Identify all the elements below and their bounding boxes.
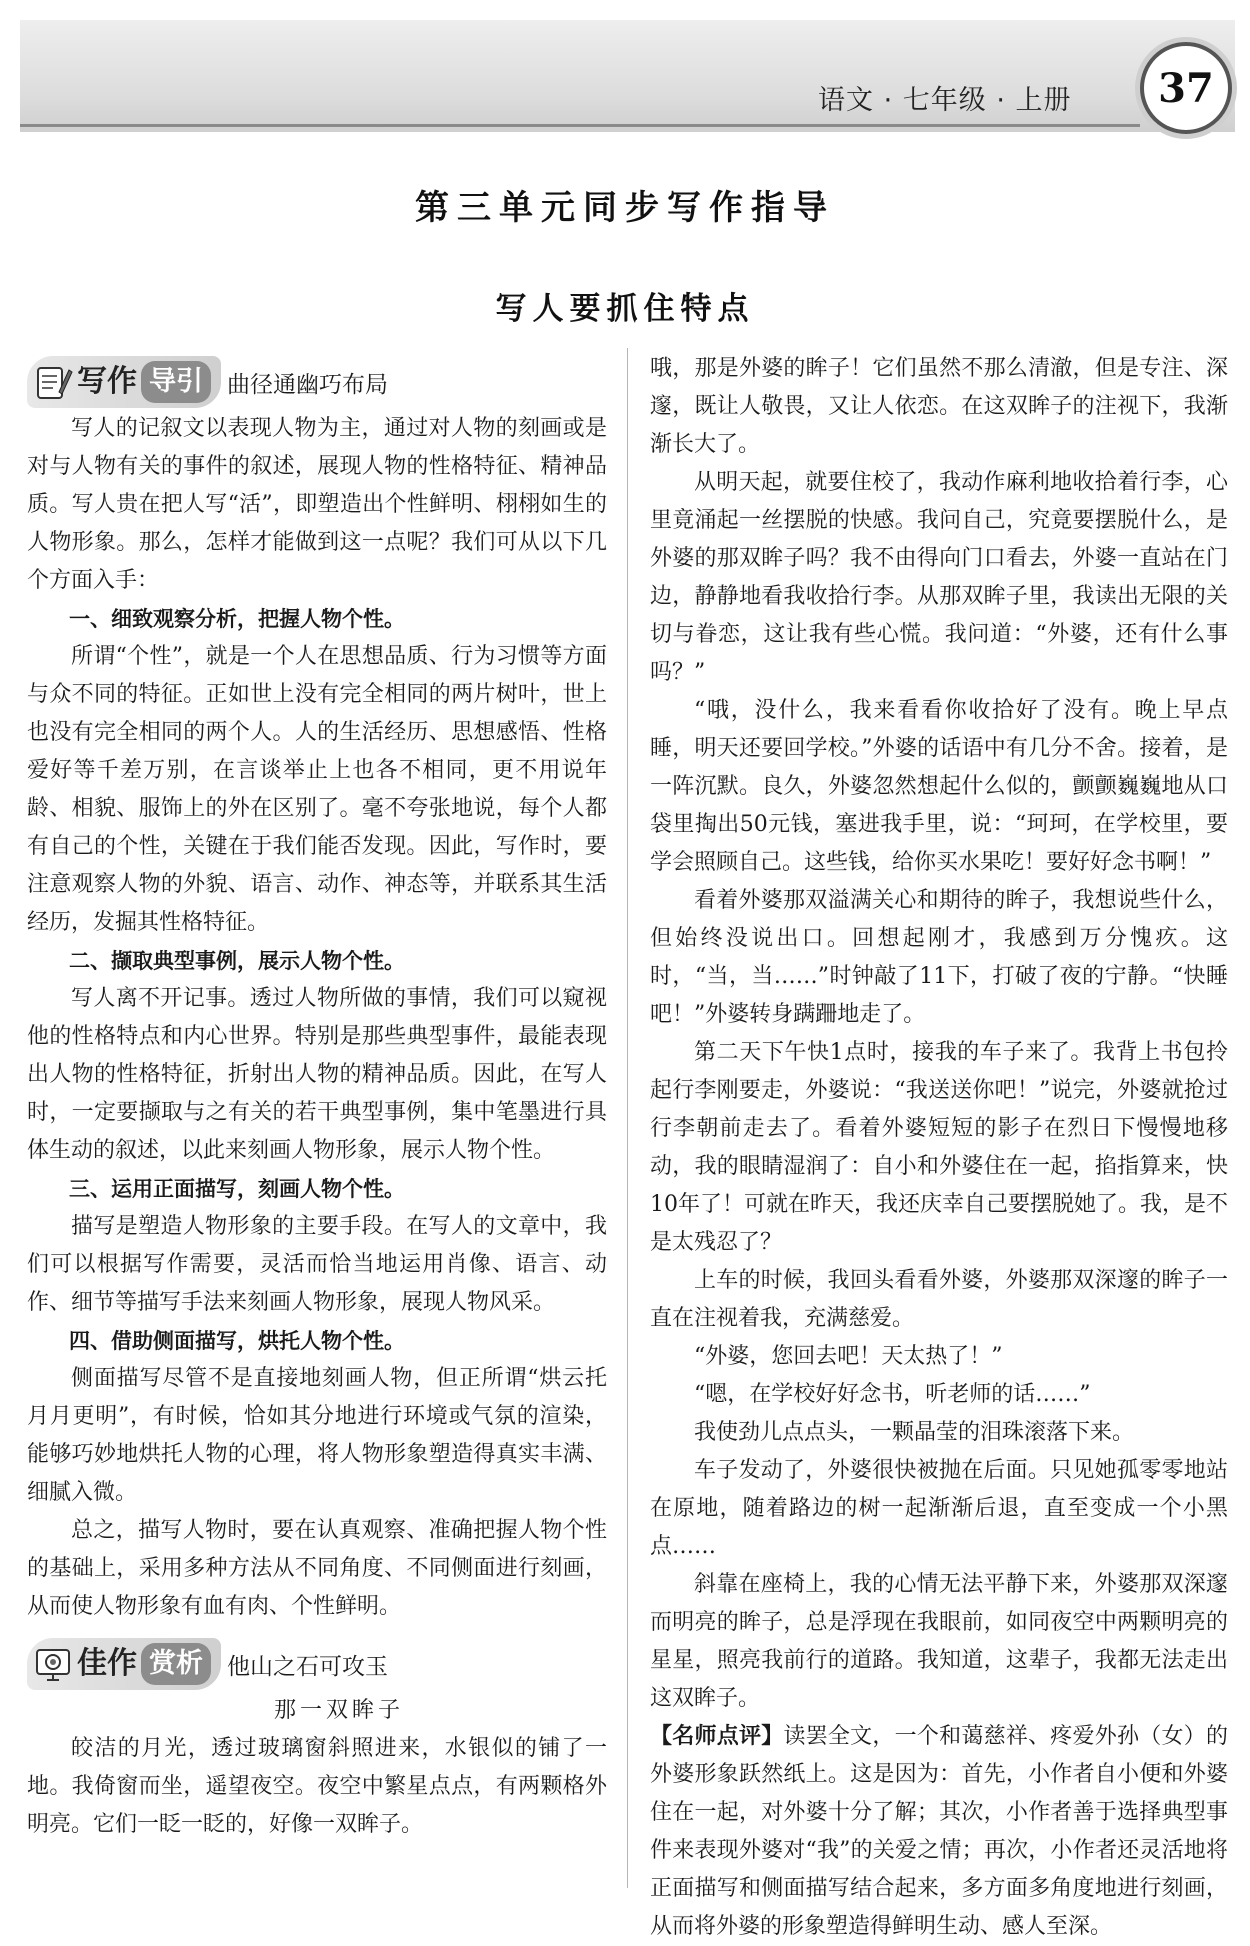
- guide-heading: 四、借助侧面描写，烘托人物个性。: [69, 1329, 405, 1353]
- essay-section-caption: 他山之石可攻玉: [227, 1654, 388, 1680]
- notebook-pencil-icon: [33, 362, 73, 402]
- guide-heading: 一、细致观察分析，把握人物个性。: [69, 607, 405, 631]
- guide-paragraph: 描写是塑造人物形象的主要手段。在写人的文章中，我们可以根据写作需要，灵活而恰当地运用肖像、语言、动作、细节等描写手法来刻画人物形象，展现人物风采。: [27, 1214, 607, 1315]
- column-divider: [627, 348, 628, 1888]
- gem-screen-icon: [33, 1644, 73, 1684]
- essay-paragraph: “嗯，在学校好好念书，听老师的话……”: [694, 1382, 1091, 1407]
- teacher-review: [650, 1718, 1228, 1946]
- book-title: 语文 · 七年级 · 上册: [818, 85, 1072, 116]
- teacher-review-text: 读罢全文，一个和蔼慈祥、疼爱外孙（女）的外婆形象跃然纸上。这是因为：首先，小作者自小便和外婆住在一起，对外婆十分了解；其次，小作者善于选择典型事件来表现外婆对“我”的关爱之情；再次，小作者还灵活地将正面描写和侧面描写结合起来，多方面多角度地进行刻画，从而将外婆的形象塑造得鲜明生动、感人至深。: [650, 1724, 1228, 1939]
- essay-paragraph: 上车的时候，我回头看看外婆，外婆那双深邃的眸子一直在注视着我，充满慈爱。: [650, 1268, 1228, 1331]
- essay-paragraph: “外婆，您回去吧！天太热了！”: [694, 1344, 1003, 1369]
- essay-paragraph: 车子发动了，外婆很快被抛在后面。只见她孤零零地站在原地，随着路边的树一起渐渐后退，直至变成一个小黑点……: [650, 1458, 1228, 1559]
- essay-paragraph: “哦，没什么，我来看看你收拾好了没有。晚上早点睡，明天还要回学校。”外婆的话语中有几分不舍。接着，是一阵沉默。良久，外婆忽然想起什么似的，颤颤巍巍地从口袋里掏出50元钱，塞进我手里，说：“珂珂，在学校里，要学会照顾自己。这些钱，给你买水果吃！要好好念书啊！”: [650, 698, 1228, 875]
- essay-section-header: [27, 1630, 607, 1690]
- right-column: [650, 350, 1228, 1946]
- essay-paragraph: 从明天起，就要住校了，我动作麻利地收拾着行李，心里竟涌起一丝摆脱的快感。我问自己，究竟要摆脱什么，是外婆的那双眸子吗？我不由得向门口看去，外婆一直站在门边，静静地看我收拾行李。从那双眸子里，我读出无限的关切与眷恋，这让我有些心慌。我问道：“外婆，还有什么事吗？”: [650, 470, 1228, 685]
- guide-heading: 三、运用正面描写，刻画人物个性。: [69, 1177, 405, 1201]
- essay-section-sublabel: 赏析: [141, 1643, 211, 1685]
- writing-guide-label: 写作: [77, 364, 137, 399]
- teacher-review-label: 【名师点评】: [650, 1724, 784, 1749]
- page-number: 37: [1158, 64, 1214, 112]
- essay-paragraph: 第二天下午快1点时，接我的车子来了。我背上书包拎起行李刚要走，外婆说：“我送送你吧！”说完，外婆就抢过行李朝前走去了。看着外婆短短的影子在烈日下慢慢地移动，我的眼睛湿润了：自小和外婆住在一起，掐指算来，快10年了！可就在昨天，我还庆幸自己要摆脱她了。我，是不是太残忍了？: [650, 1040, 1228, 1255]
- essay-paragraph: 看着外婆那双溢满关心和期待的眸子，我想说些什么，但始终没说出口。回想起刚才，我感到万分愧疚。这时，“当，当……”时钟敲了11下，打破了夜的宁静。“快睡吧！”外婆转身蹒跚地走了。: [650, 888, 1228, 1027]
- essay-paragraph: 斜靠在座椅上，我的心情无法平静下来，外婆那双深邃而明亮的眸子，总是浮现在我眼前，如同夜空中两颗明亮的星星，照亮我前行的道路。我知道，这辈子，我都无法走出这双眸子。: [650, 1572, 1228, 1711]
- guide-paragraph: 侧面描写尽管不是直接地刻画人物，但正所谓“烘云托月月更明”，有时候，恰如其分地进行环境或气氛的渲染，能够巧妙地烘托人物的心理，将人物形象塑造得真实丰满、细腻入微。: [27, 1366, 607, 1505]
- guide-paragraph: 写人的记叙文以表现人物为主，通过对人物的刻画或是对与人物有关的事件的叙述，展现人物的性格特征、精神品质。写人贵在把人写“活”，即塑造出个性鲜明、栩栩如生的人物形象。那么，怎样才能做到这一点呢？我们可从以下几个方面入手：: [27, 416, 607, 593]
- writing-guide-sublabel: 导引: [141, 361, 211, 403]
- left-column: [27, 348, 607, 1844]
- guide-paragraph: 写人离不开记事。透过人物所做的事情，我们可以窥视他的性格特点和内心世界。特别是那些典型事件，最能表现出人物的性格特征，折射出人物的精神品质。因此，在写人时，一定要撷取与之有关的若干典型事例，集中笔墨进行具体生动的叙述，以此来刻画人物形象，展示人物个性。: [27, 986, 607, 1163]
- essay-title: 那一双眸子: [273, 1698, 404, 1723]
- page-number-badge: [1140, 42, 1232, 134]
- guide-paragraph: 总之，描写人物时，要在认真观察、准确把握人物个性的基础上，采用多种方法从不同角度、不同侧面进行刻画，从而使人物形象有血有肉、个性鲜明。: [27, 1518, 607, 1619]
- guide-heading: 二、撷取典型事例，展示人物个性。: [69, 949, 405, 973]
- writing-guide-header: [27, 348, 607, 408]
- essay-section-badge: [27, 1638, 221, 1690]
- sub-title: 写人要抓住特点: [495, 291, 755, 327]
- writing-guide-caption: 曲径通幽巧布局: [227, 372, 388, 398]
- essay-paragraph: 我使劲儿点点头，一颗晶莹的泪珠滚落下来。: [694, 1420, 1135, 1445]
- essay-paragraph: 皎洁的月光，透过玻璃窗斜照进来，水银似的铺了一地。我倚窗而坐，遥望夜空。夜空中繁星点点，有两颗格外明亮。它们一眨一眨的，好像一双眸子。: [27, 1736, 607, 1837]
- essay-paragraph: 哦，那是外婆的眸子！它们虽然不那么清澈，但是专注、深邃，既让人敬畏，又让人依恋。在这双眸子的注视下，我渐渐长大了。: [650, 356, 1228, 457]
- header-divider: [20, 124, 1140, 127]
- essay-section-label: 佳作: [77, 1646, 137, 1681]
- main-title: 第三单元同步写作指导: [415, 188, 835, 228]
- guide-paragraph: 所谓“个性”，就是一个人在思想品质、行为习惯等方面与众不同的特征。正如世上没有完全相同的两片树叶，世上也没有完全相同的两个人。人的生活经历、思想感悟、性格爱好等千差万别，在言谈举止上也各不相同，更不用说年龄、相貌、服饰上的外在区别了。毫不夸张地说，每个人都有自己的个性，关键在于我们能否发现。因此，写作时，要注意观察人物的外貌、语言、动作、神态等，并联系其生活经历，发掘其性格特征。: [27, 644, 607, 935]
- writing-guide-badge: [27, 356, 221, 408]
